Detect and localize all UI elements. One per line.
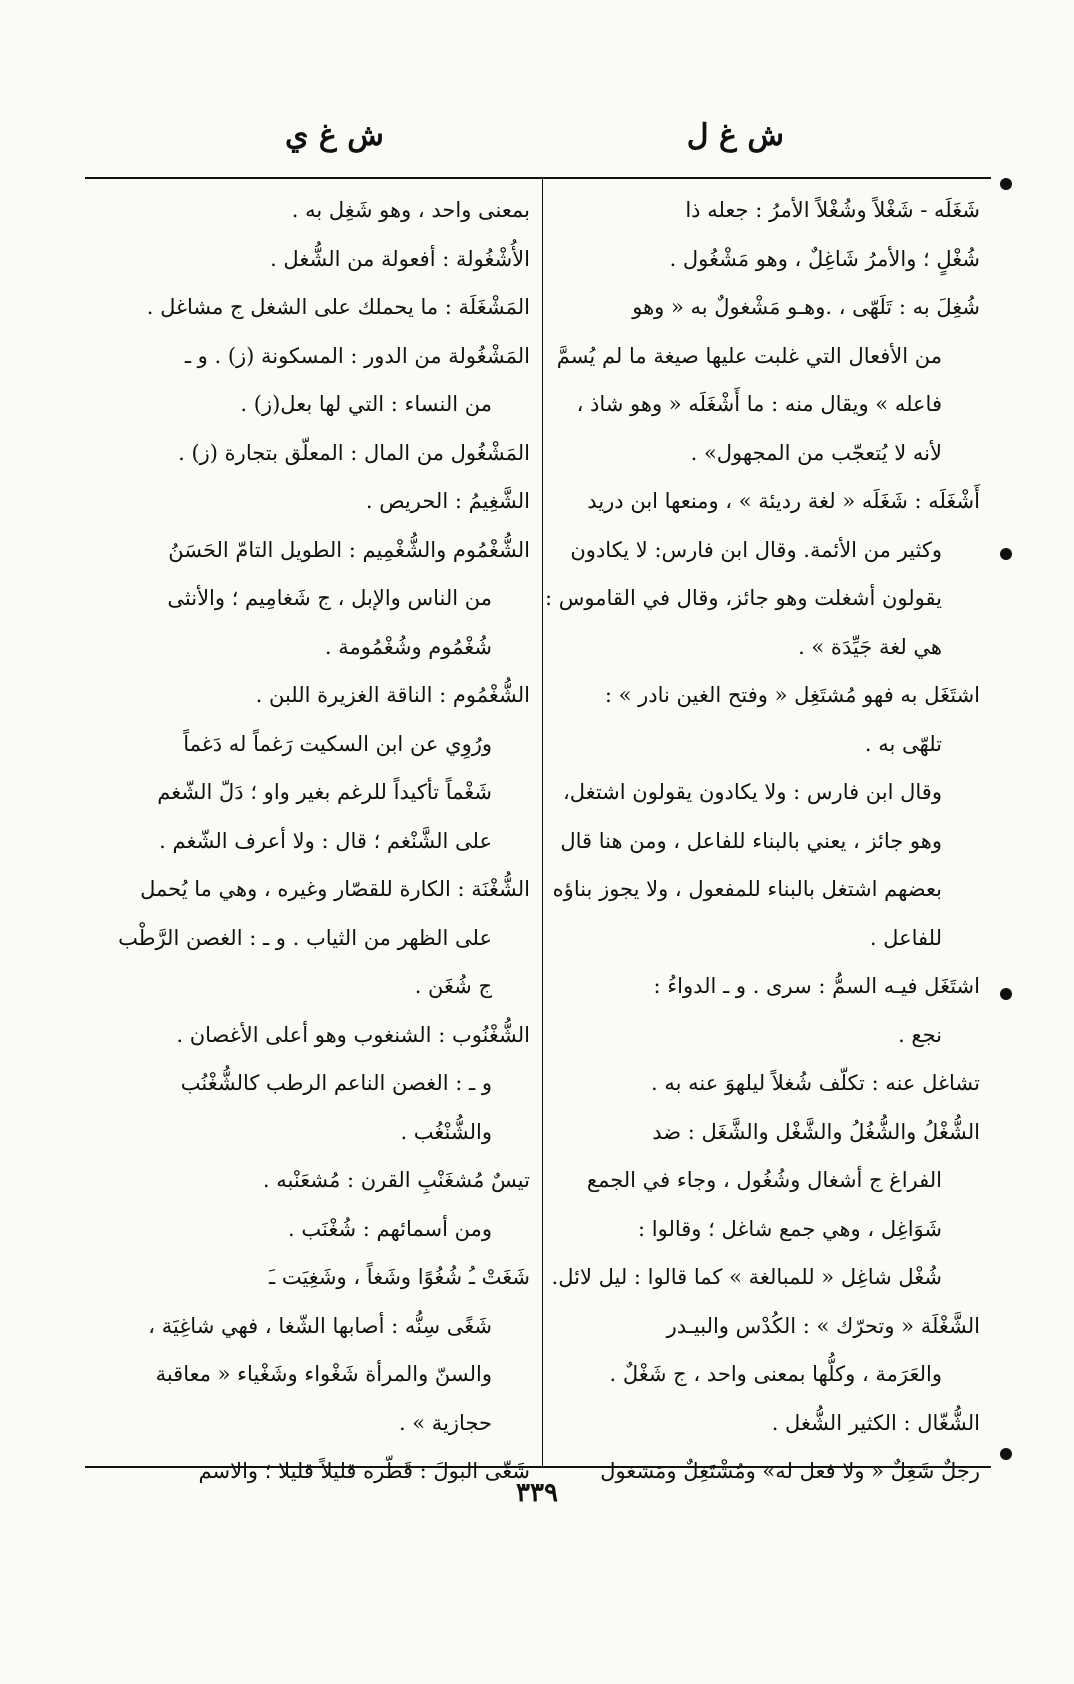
text-line: الشُّغْمُوم والشُّغْمِيم : الطويل التامّ الحَسَنُ (168, 537, 530, 562)
text-line: على الشَّنْغم ؛ قال : ولا أعرف الشّغم . (159, 828, 492, 853)
text-line: فاعله » ويقال منه : ما أَشْغَلَه « وهو شاذ ، (576, 392, 942, 416)
text-line: من الناس والإبل ، ج شَغامِيم ؛ والأنثى (167, 586, 492, 610)
text-line: الشُّغْنُوب : الشنغوب وهو أعلى الأغصان . (176, 1022, 530, 1047)
text-line: المَشْغُول من المال : المعلّق بتجارة (ز) . (178, 440, 530, 465)
text-line: حجازية » . (398, 1410, 492, 1435)
text-line: تلهّى به . (864, 731, 942, 756)
text-line: بمعنى واحد ، وهو شَغِل به . (291, 198, 530, 222)
text-line: الأُشْغُولة : أفعولة من الشُّغل . (270, 246, 530, 271)
text-line: المَشْغُولة من الدور : المسكونة (ز) . و ـ (184, 343, 530, 368)
margin-mark (1000, 988, 1012, 1000)
text-line: ومن أسمائهم : شُغْنَب . (288, 1216, 492, 1241)
column-divider (542, 178, 543, 1466)
text-line: شَغَتْ ـُ شُغُوًا وشَغاً ، وشَغِيَت ـَ (269, 1265, 530, 1289)
text-line: المَشْغَلَة : ما يحملك على الشغل ج مشاغل . (146, 295, 530, 319)
right-column (545, 186, 980, 1483)
running-header-left: ش غ ي (285, 118, 384, 153)
text-line: الشُّغْمُوم : الناقة الغزيرة اللبن . (255, 683, 530, 707)
text-line: لأنه لا يُتعجّب من المجهول» . (690, 440, 942, 465)
text-line: هي لغة جَيِّدَة » . (798, 634, 942, 659)
text-line: يقولون أشغلت وهو جائز، وقال في القاموس : (545, 586, 942, 610)
text-line: شُغْمُوم وشُغْمُومة . (324, 634, 492, 659)
text-line: الفراغ ج أشغال وشُغُول ، وجاء في الجمع (586, 1168, 942, 1192)
text-line: شَوَاغِل ، وهي جمع شاغل ؛ وقالوا : (638, 1216, 942, 1241)
text-line: وقال ابن فارس : ولا يكادون يقولون اشتغل، (563, 780, 942, 804)
text-line: والعَرَمة ، وكلُّها بمعنى واحد ، ج شَغْلٌ . (609, 1362, 942, 1386)
text-line: وكثير من الأئمة. وقال ابن فارس: لا يكادون (570, 537, 942, 562)
text-line: شُغْلٍ ؛ والأمرُ شَاغِلٌ ، وهو مَشْغُول . (669, 246, 980, 271)
text-line: ورُوِي عن ابن السكيت رَغماً له دَغماً (183, 731, 492, 756)
header-rule (85, 177, 991, 179)
text-line: رجلٌ شَغِلٌ « ولا فعل له» ومُشْتَغِلٌ ومَشغول (600, 1459, 980, 1483)
text-line: من النساء : التي لها بعل(ز) . (240, 392, 492, 416)
text-line: على الظهر من الثياب . و ـ : الغصن الرَّطْب (118, 925, 492, 950)
text-line: شُغِلَ به : تَلَهّى ، .وهـو مَشْغولٌ به « وهو (632, 295, 980, 319)
text-line: شَغّى البولَ : قَطّره قليلاً قليلا ؛ والاسم (198, 1459, 530, 1483)
text-line: بعضهم اشتغل بالبناء للمفعول ، ولا يجوز بناؤه (552, 877, 942, 901)
text-line: ج شُغَن . (414, 974, 492, 998)
page-number: ٣٣٩ (516, 1478, 558, 1508)
text-line: الشَّغِيمُ : الحريص . (365, 489, 530, 513)
text-line: تشاغل عنه : تكلّف شُغلاً ليلهوَ عنه به . (651, 1071, 980, 1095)
text-line: والسنّ والمرأة شَغْواء وشَغْياء « معاقبة (155, 1362, 492, 1386)
running-header-right: ش غ ل (686, 118, 784, 153)
text-line: شَغًى سِنُّه : أصابها الشّغا ، فهي شاغِيَة ، (148, 1313, 492, 1338)
margin-mark (1000, 1448, 1012, 1460)
text-line: الشُّغْلُ والشُّغُلُ والشَّغْل والشَّغَل : ضد (652, 1119, 980, 1144)
text-line: تيسٌ مُشغَنْبِ القرن : مُشعَنْبه . (262, 1168, 530, 1192)
text-line: وهو جائز ، يعني بالبناء للفاعل ، ومن هنا قال (560, 828, 942, 853)
text-line: الشُّغْنَة : الكارة للقصّار وغيره ، وهي ما يُحمل (140, 877, 530, 901)
text-line: للفاعل . (869, 925, 942, 950)
text-line: الشُّغّال : الكثير الشُّغل . (771, 1410, 980, 1435)
text-line: اشتَغَل فيـه السمُّ : سرى . و ـ الدواءُ : (653, 974, 980, 998)
text-line: اشتَغَل به فهو مُشتَغِل « وفتح الغين نادر » : (604, 683, 980, 707)
text-line: شَغَلَه - شَغْلاً وشُغْلاً الأمرُ : جعله ذا (685, 198, 980, 222)
text-line: والشُّنْغُب . (400, 1119, 492, 1144)
text-line: الشَّغْلَة « وتحرّك » : الكُدْس والبيـدر (666, 1313, 980, 1338)
text-line: نجع . (898, 1022, 942, 1047)
text-line: و ـ : الغصن الناعم الرطب كالشُّغْنُب (180, 1071, 492, 1095)
left-column (90, 186, 530, 1483)
text-line: شُغْل شاغِل « للمبالغة » كما قالوا : ليل لائل. (551, 1265, 942, 1289)
margin-mark (1000, 178, 1012, 190)
text-line: شَغْماً تأكيداً للرغم بغير واو ؛ دَلّ الشّغم (157, 780, 492, 804)
text-line: أَشْغَلَه : شَغَلَه « لغة رديئة » ، ومنعها ابن دريد (587, 489, 980, 513)
margin-mark (1000, 548, 1012, 560)
text-line: من الأفعال التي غلبت عليها صيغة ما لم يُسمَّ (556, 343, 942, 368)
